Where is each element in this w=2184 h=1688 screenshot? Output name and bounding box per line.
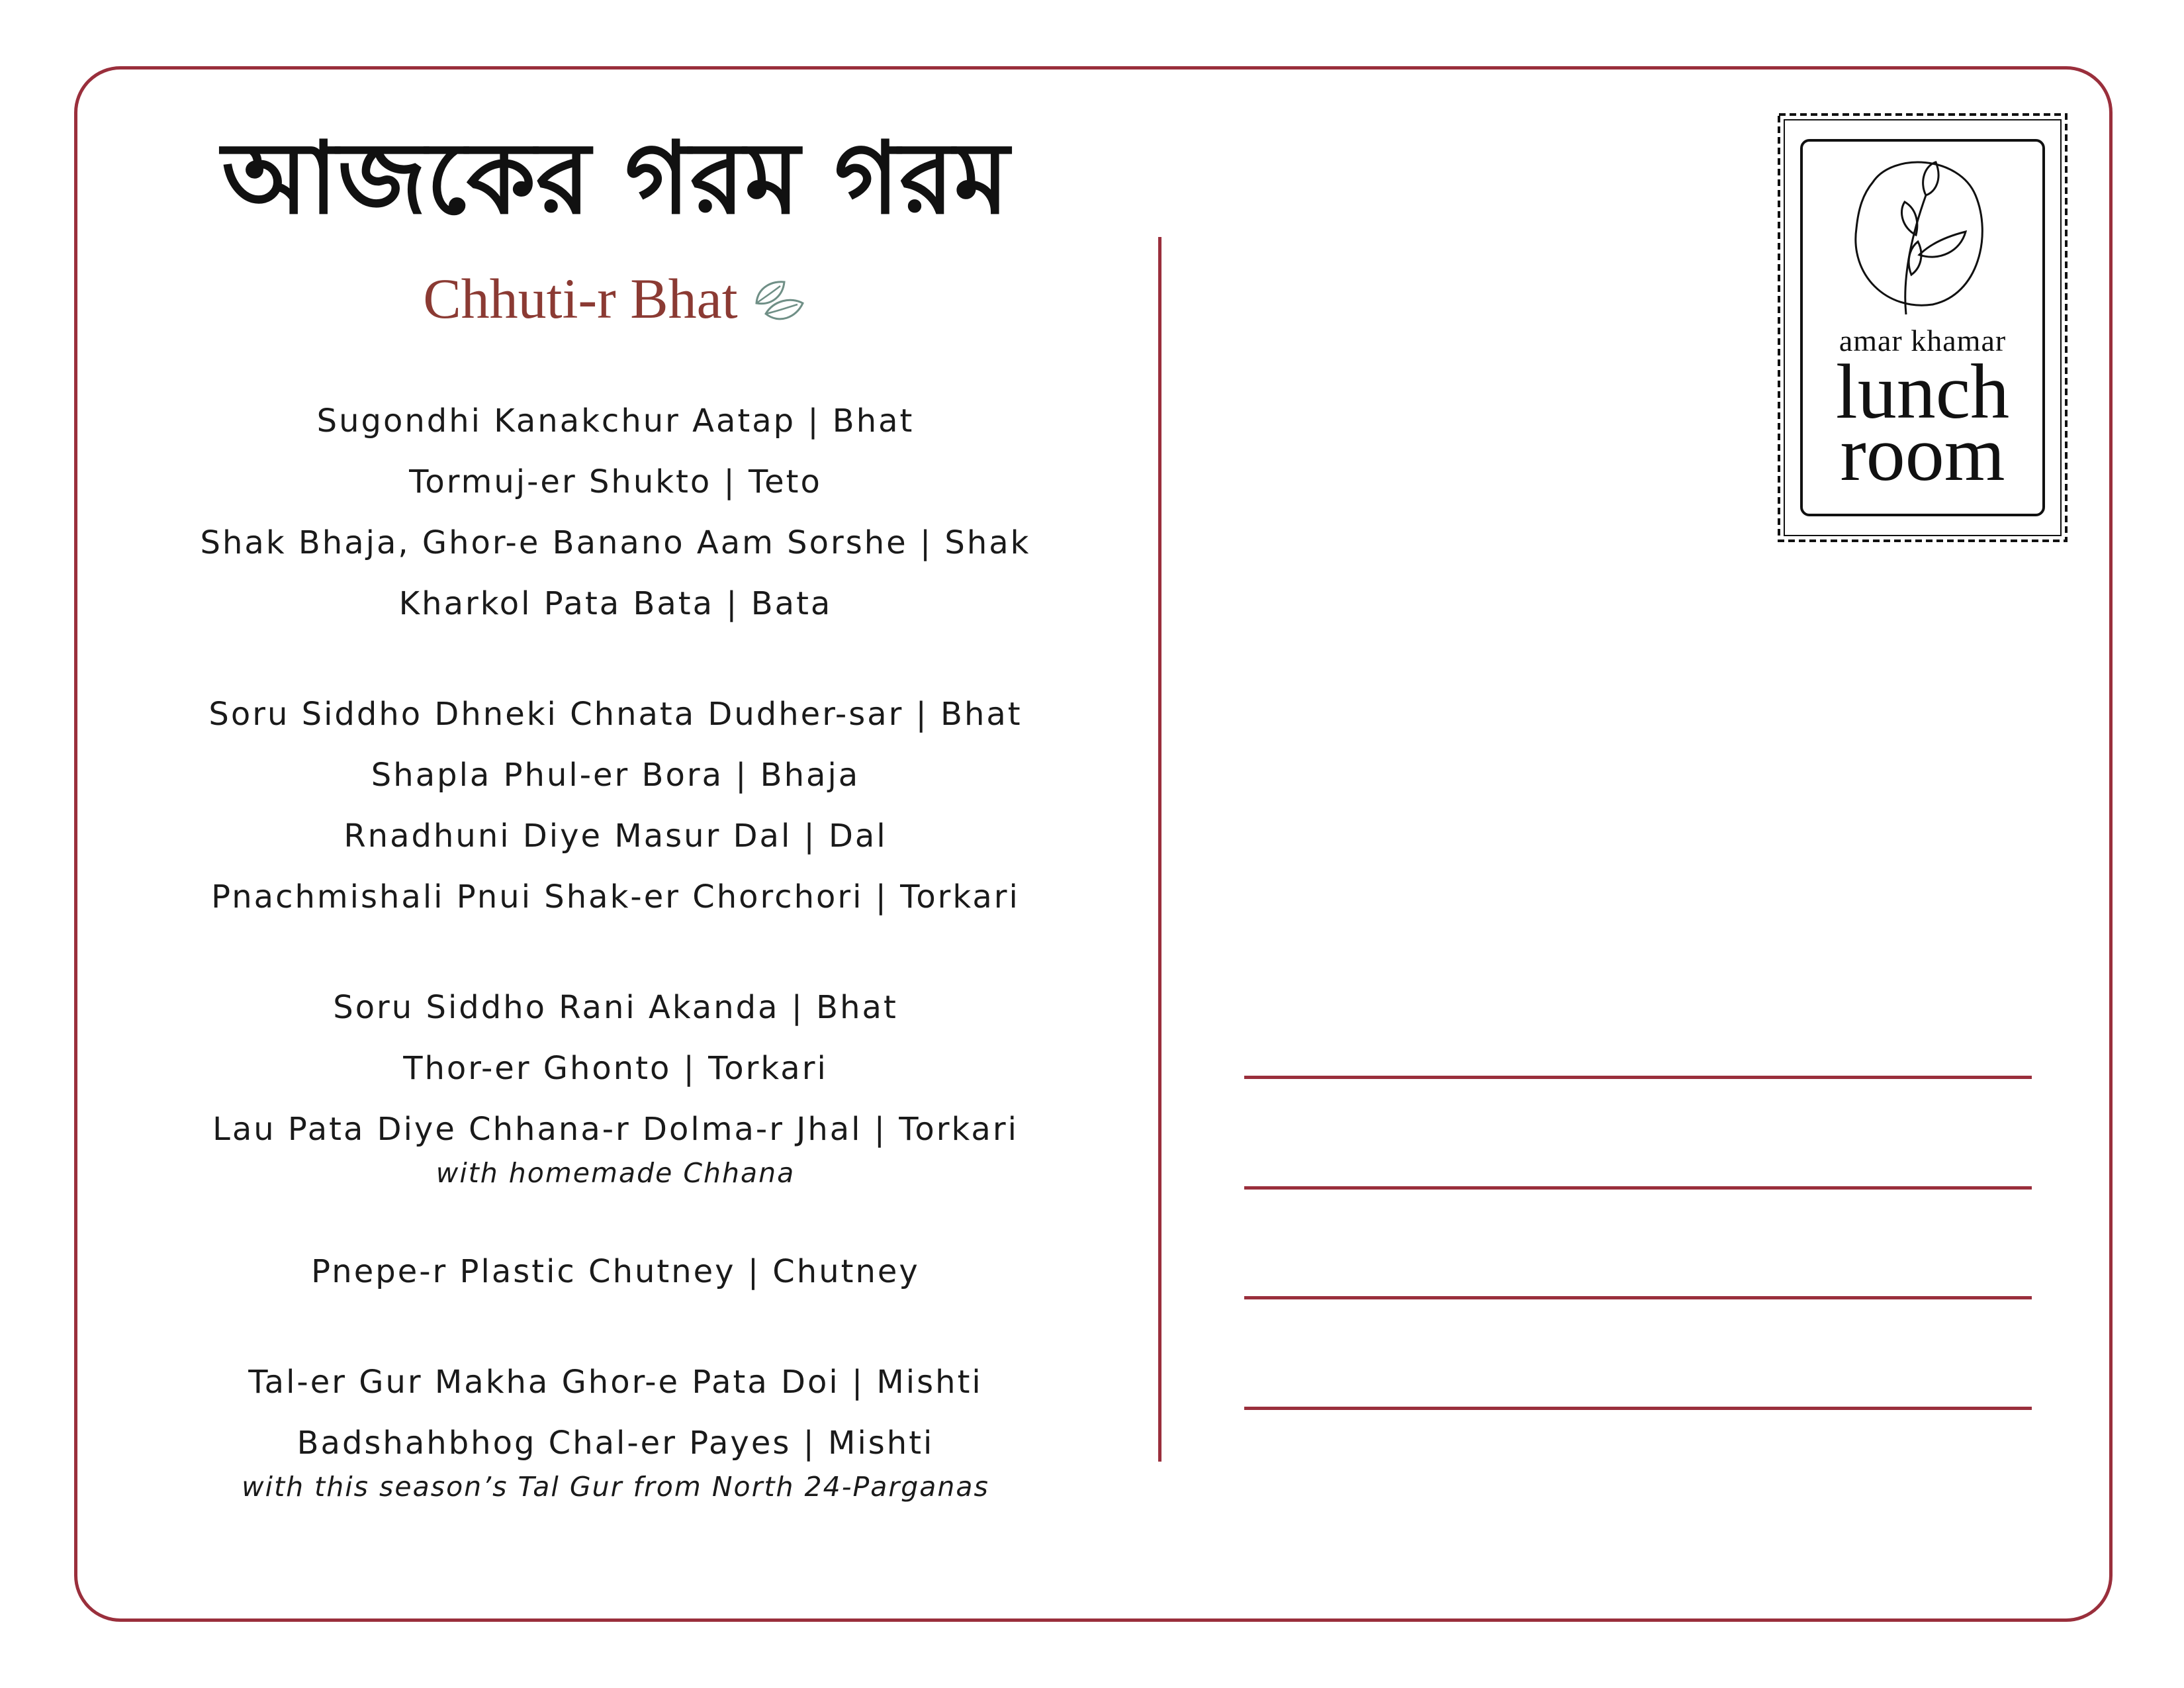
menu-group [99, 1352, 1132, 1505]
address-line [1244, 1407, 2032, 1410]
brand-name [1774, 348, 2071, 497]
menu-item: Pnepe-r Plastic Chutney | Chutney [311, 1253, 920, 1290]
menu-item: Lau Pata Diye Chhana-r Dolma-r Jhal | Torkari [212, 1111, 1019, 1148]
brand-line-lunch: lunch [1835, 348, 2010, 435]
menu-item: Soru Siddho Rani Akanda | Bhat [333, 989, 898, 1026]
menu-item: Kharkol Pata Bata | Bata [398, 585, 833, 622]
menu-subtitle [99, 265, 1132, 333]
menu-item: Badshahbhog Chal-er Payes | Mishti [296, 1425, 934, 1462]
address-line [1244, 1076, 2032, 1079]
leaf-icon [750, 277, 808, 332]
stamp [1774, 109, 2071, 546]
brand-line-room: room [1840, 410, 2005, 497]
address-line [1244, 1186, 2032, 1190]
menu-item: Shapla Phul-er Bora | Bhaja [371, 757, 860, 794]
menu-group [99, 1241, 1132, 1302]
postcard-divider [1158, 237, 1161, 1462]
menu-item: Pnachmishali Pnui Shak-er Chorchori | Torkari [211, 878, 1020, 915]
address-line [1244, 1296, 2032, 1299]
menu-item: Rnadhuni Diye Masur Dal | Dal [343, 818, 887, 855]
menu-note: with homemade Chhana [435, 1157, 796, 1189]
menu-item: Soru Siddho Dhneki Chnata Dudher-sar | Bhat [208, 696, 1023, 733]
menu-item: Shak Bhaja, Ghor-e Banano Aam Sorshe | Shak [200, 524, 1031, 561]
menu-item: Tormuj-er Shukto | Teto [409, 463, 822, 500]
menu-group [99, 684, 1132, 927]
menu-item: Thor-er Ghonto | Torkari [403, 1050, 828, 1087]
menu-note: with this season’s Tal Gur from North 24-Parganas [242, 1471, 989, 1503]
menu-item: Sugondhi Kanakchur Aatap | Bhat [316, 402, 915, 440]
plant-sketch-icon [1846, 156, 1999, 321]
page-title: আজকের গরম গরম [222, 121, 1009, 236]
menu-item: Tal-er Gur Makha Ghor-e Pata Doi | Mishti [248, 1364, 983, 1401]
subtitle-text: Chhuti-r Bhat [423, 267, 738, 330]
menu-group [99, 391, 1132, 634]
menu-group [99, 977, 1132, 1192]
menu-list [99, 391, 1132, 1555]
brand-name-small: amar khamar [1839, 324, 2007, 357]
